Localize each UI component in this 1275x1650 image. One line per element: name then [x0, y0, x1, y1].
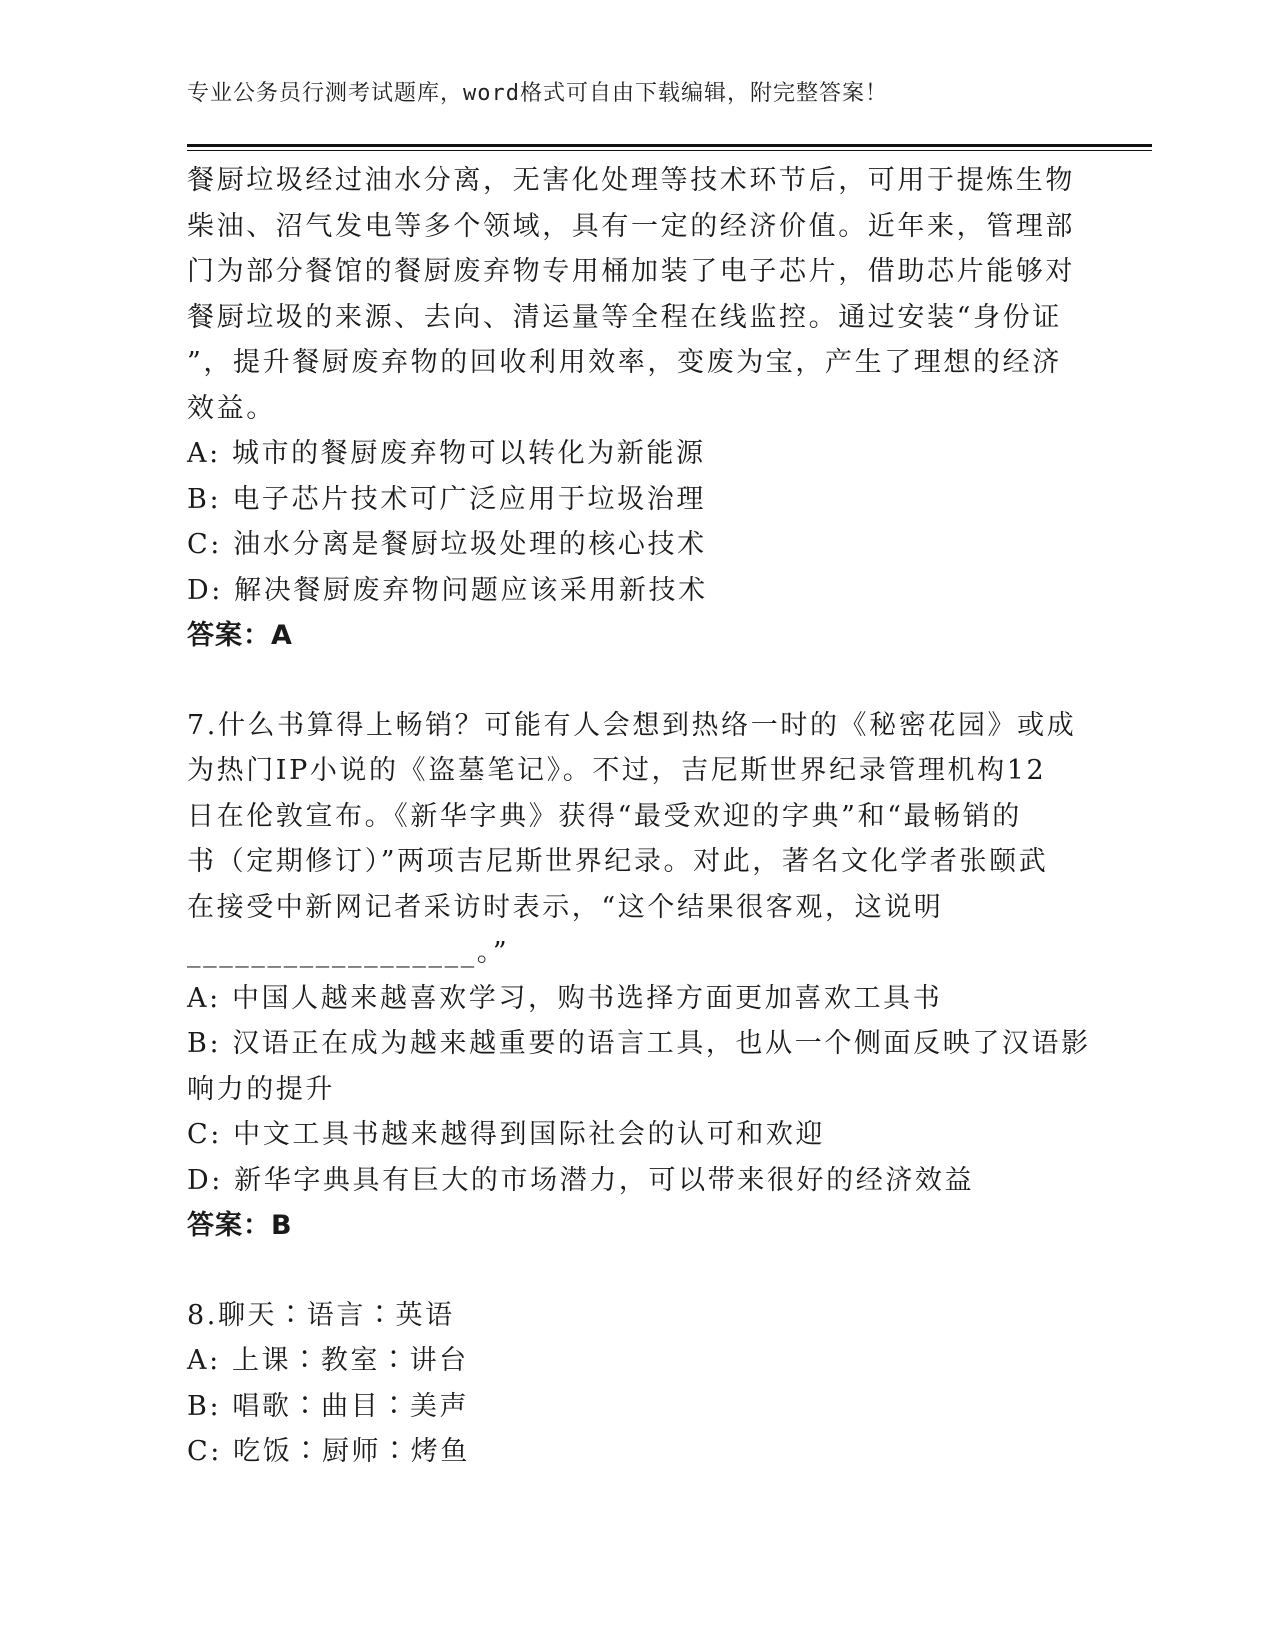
header-rule-thick — [187, 144, 1152, 147]
document-body — [187, 158, 1091, 1475]
question-stem-line: 餐厨垃圾的来源、去向、清运量等全程在线监控。通过安装“身份证 — [187, 301, 1062, 333]
option-b: B: 唱歌∶曲目∶美声 — [187, 1390, 470, 1422]
question-stem-line: 门为部分餐馆的餐厨废弃物专用桶加装了电子芯片，借助芯片能够对 — [187, 256, 1075, 287]
question-stem-line: 日在伦敦宣布。《新华字典》获得“最受欢迎的字典”和“最畅销的 — [187, 800, 1022, 832]
page-header-text: 专业公务员行测考试题库，word格式可自由下载编辑，附完整答案！ — [187, 81, 888, 106]
question-stem-line: 书（定期修订）”两项吉尼斯世界纪录。对此，著名文化学者张颐武 — [187, 846, 1049, 877]
question-stem-line: 柴油、沼气发电等多个领域，具有一定的经济价值。近年来，管理部 — [187, 210, 1075, 242]
header-rule-thin — [187, 150, 1152, 151]
question-stem-line: 在接受中新网记者采访时表示，“这个结果很客观，这说明 — [187, 891, 944, 923]
answer-label: 答案：B — [187, 1210, 293, 1241]
answer-label: 答案：A — [187, 620, 293, 651]
option-c: C: 中文工具书越来越得到国际社会的认可和欢迎 — [187, 1119, 826, 1150]
option-b-continued: 响力的提升 — [187, 1073, 335, 1105]
option-d: D: 新华字典具有巨大的市场潜力，可以带来很好的经济效益 — [187, 1164, 975, 1196]
question-7 — [187, 703, 1091, 1249]
question-stem-line: 餐厨垃圾经过油水分离，无害化处理等技术环节后，可用于提炼生物 — [187, 165, 1075, 196]
question-stem-line: 8.聊天∶语言∶英语 — [187, 1299, 455, 1331]
option-a: A: 上课∶教室∶讲台 — [187, 1345, 469, 1376]
option-a: A: 城市的餐厨废弃物可以转化为新能源 — [187, 438, 706, 469]
question-6 — [187, 158, 1087, 659]
option-c: C: 吃饭∶厨师∶烤鱼 — [187, 1436, 470, 1467]
option-d: D: 解决餐厨废弃物问题应该采用新技术 — [187, 574, 708, 606]
option-b: B: 汉语正在成为越来越重要的语言工具，也从一个侧面反映了汉语影 — [187, 1028, 1091, 1059]
question-stem-line: __________________。” — [187, 937, 510, 968]
question-stem-line: ”，提升餐厨废弃物的回收利用效率，变废为宝，产生了理想的经济 — [187, 347, 1062, 378]
question-spacer — [187, 1249, 1087, 1293]
option-c: C: 油水分离是餐厨垃圾处理的核心技术 — [187, 529, 707, 560]
question-8 — [187, 1293, 1087, 1475]
question-stem-line: 7.什么书算得上畅销？可能有人会想到热络一时的《秘密花园》或成 — [187, 709, 1077, 741]
question-stem-line: 为热门IP小说的《盗墓笔记》。不过，吉尼斯世界纪录管理机构12 — [187, 755, 1047, 786]
option-a: A: 中国人越来越喜欢学习，购书选择方面更加喜欢工具书 — [187, 982, 943, 1014]
option-b: B: 电子芯片技术可广泛应用于垃圾治理 — [187, 483, 706, 515]
question-spacer — [187, 659, 1087, 703]
question-stem-line: 效益。 — [187, 392, 276, 424]
